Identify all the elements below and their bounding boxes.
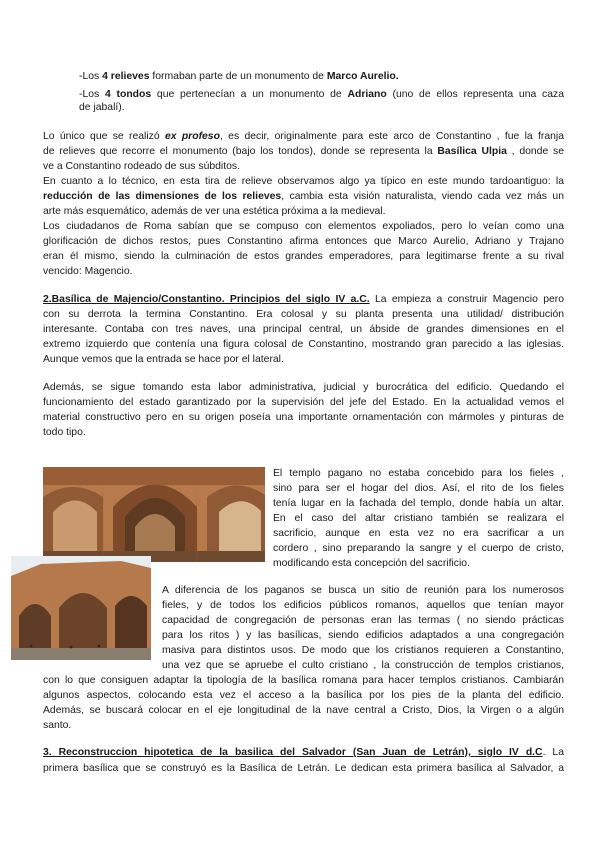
mid-text-line: para los ritos ) y las basílicas, siendo edificios adaptados a una congregación bbox=[162, 630, 564, 641]
para1-line: ve a Constantino rodeado de sus súbditos. bbox=[43, 161, 240, 172]
mid-text-line: A diferencia de los paganos se busca un sitio de reunión para los numerosos bbox=[162, 585, 564, 596]
section2-line: Aunque vemos que la entrada se hace por el lateral. bbox=[43, 354, 284, 365]
section2-p2-line: Además, se sigue tomando esta labor administrativa, judicial y burocrática del edificio. Quedando el bbox=[43, 382, 564, 393]
section3-line: primera basílica que se construyó es la Basílica de Letrán. Le dedican esta primera basílica al Salvador, a bbox=[43, 763, 564, 774]
para1-line: de relieves que recorre el monumento (bajo los tondos), donde se representa la Basílica Ulpia , donde se bbox=[43, 146, 564, 157]
right-text-line: sacrificio, aunque en esta vez no era sacrificar a un bbox=[273, 528, 564, 539]
section2-heading-line: 2.Basílica de Majencio/Constantino. Principios del siglo IV a.C. La empieza a construir Magencio pero bbox=[43, 294, 564, 305]
para1-line: vencido: Magencio. bbox=[43, 266, 133, 277]
mid-text-line: fieles, y de todos los edificios públicos romanos, aquellos que tenían mayor bbox=[162, 600, 564, 611]
section3-heading-line: 3. Reconstruccion hipotetica de la basilica del Salvador (San Juan de Letrán), siglo IV d.C. La bbox=[43, 747, 564, 758]
section2-p2-line: material constructivo pero en su origen poseía una importante ornamentación con mármoles y pinturas de bbox=[43, 412, 564, 423]
right-text-line: En el caso del altar cristiano también se realizara el bbox=[273, 513, 564, 524]
right-text-line: tenía lugar en la fachada del templo, donde había un altar. bbox=[273, 498, 564, 509]
basilica-ruins-photo bbox=[11, 556, 151, 660]
section2-line: interesante. Contaba con tres naves, una principal central, un ábside de grandes dimensiones en el bbox=[43, 324, 564, 335]
right-text-line: modificando esta concepción del sacrificio. bbox=[273, 558, 470, 569]
para1-line: glorificación de dichos restos, pues Constantino afirma entonces que Marco Aurelio, Adriano y Trajano bbox=[43, 236, 564, 247]
para1-line: reducción de las dimensiones de los relieves, cambia esta visión naturalista, viendo cada vez más un bbox=[43, 191, 564, 202]
full-text-line: Además, se buscará colocar en el eje longitudinal de la nave central a Cristo, Dios, la Virgen o a algún bbox=[43, 705, 564, 716]
mid-text-line: una vez que se apruebe el culto cristiano , la construcción de templos cristianos, bbox=[162, 660, 564, 671]
basilica-vaults-photo bbox=[43, 467, 265, 562]
full-text-line: santo. bbox=[43, 720, 72, 731]
right-text-line: El templo pagano no estaba concebido para los fieles , bbox=[273, 468, 564, 479]
para1-line: eran él mismo, siendo la culminación de estos grandes emperadores, para legitimarse frente a su rival bbox=[43, 251, 564, 262]
mid-text-line: masiva para distintos usos. De modo que los cristianos requieren a Constantino, bbox=[162, 645, 564, 656]
full-text-line: con lo que consiguen adaptar la tipología de la basílica romana para hacer templos cristianos. Cambiarán bbox=[43, 675, 564, 686]
bullet-tondos-cont: de jabalí). bbox=[79, 102, 125, 113]
right-text-line: cordero , sino preparando la sangre y el cuerpo de cristo, bbox=[273, 543, 564, 554]
bullet-tondos: -Los 4 tondos que pertenecían a un monumento de Adriano (uno de ellos representa una caza bbox=[79, 89, 564, 100]
right-text-line: sino para ser el hogar del dios. Así, el rito de los fieles bbox=[273, 483, 564, 494]
section2-p2-line: funcionamiento del estado garantizado por la supervisión del jefe del Estado. En la actualidad vemos el bbox=[43, 397, 564, 408]
para1-line: arte más esquemático, además de ver una estética próxima a la medieval. bbox=[43, 206, 386, 217]
section2-p2-line: todo tipo. bbox=[43, 427, 86, 438]
para1-line: En cuanto a lo técnico, en esta tira de relieve observamos algo ya típico en este mundo tardoantiguo: la bbox=[43, 176, 564, 187]
bullet-relieves: -Los 4 relieves formaban parte de un monumento de Marco Aurelio. bbox=[79, 71, 399, 82]
section2-line: con su derrota la termina Constantino. Era colosal y su planta presenta una utilidad/ distribución bbox=[43, 309, 564, 320]
mid-text-line: capacidad de congregación de personas eran las termas ( no siendo prácticas bbox=[162, 615, 564, 626]
section2-heading: 2.Basílica de Majencio/Constantino. Principios del siglo IV a.C. bbox=[43, 294, 370, 305]
section2-line: extremo izquierdo que contenía una figura colosal de Constantino, mostrando gran parecido a las iglesias. bbox=[43, 339, 564, 350]
para1-line: Los ciudadanos de Roma sabían que se compuso con elementos expoliados, pero lo veían como una bbox=[43, 221, 564, 232]
section3-heading: 3. Reconstruccion hipotetica de la basilica del Salvador (San Juan de Letrán), siglo IV d.C bbox=[43, 747, 543, 758]
para1-line: Lo único que se realizó ex profeso, es decir, originalmente para este arco de Constantino , fue la franja bbox=[43, 131, 565, 142]
full-text-line: algunos aspectos, colocando esta vez el acceso a la basílica por los pies de la planta del edificio. bbox=[43, 690, 564, 701]
